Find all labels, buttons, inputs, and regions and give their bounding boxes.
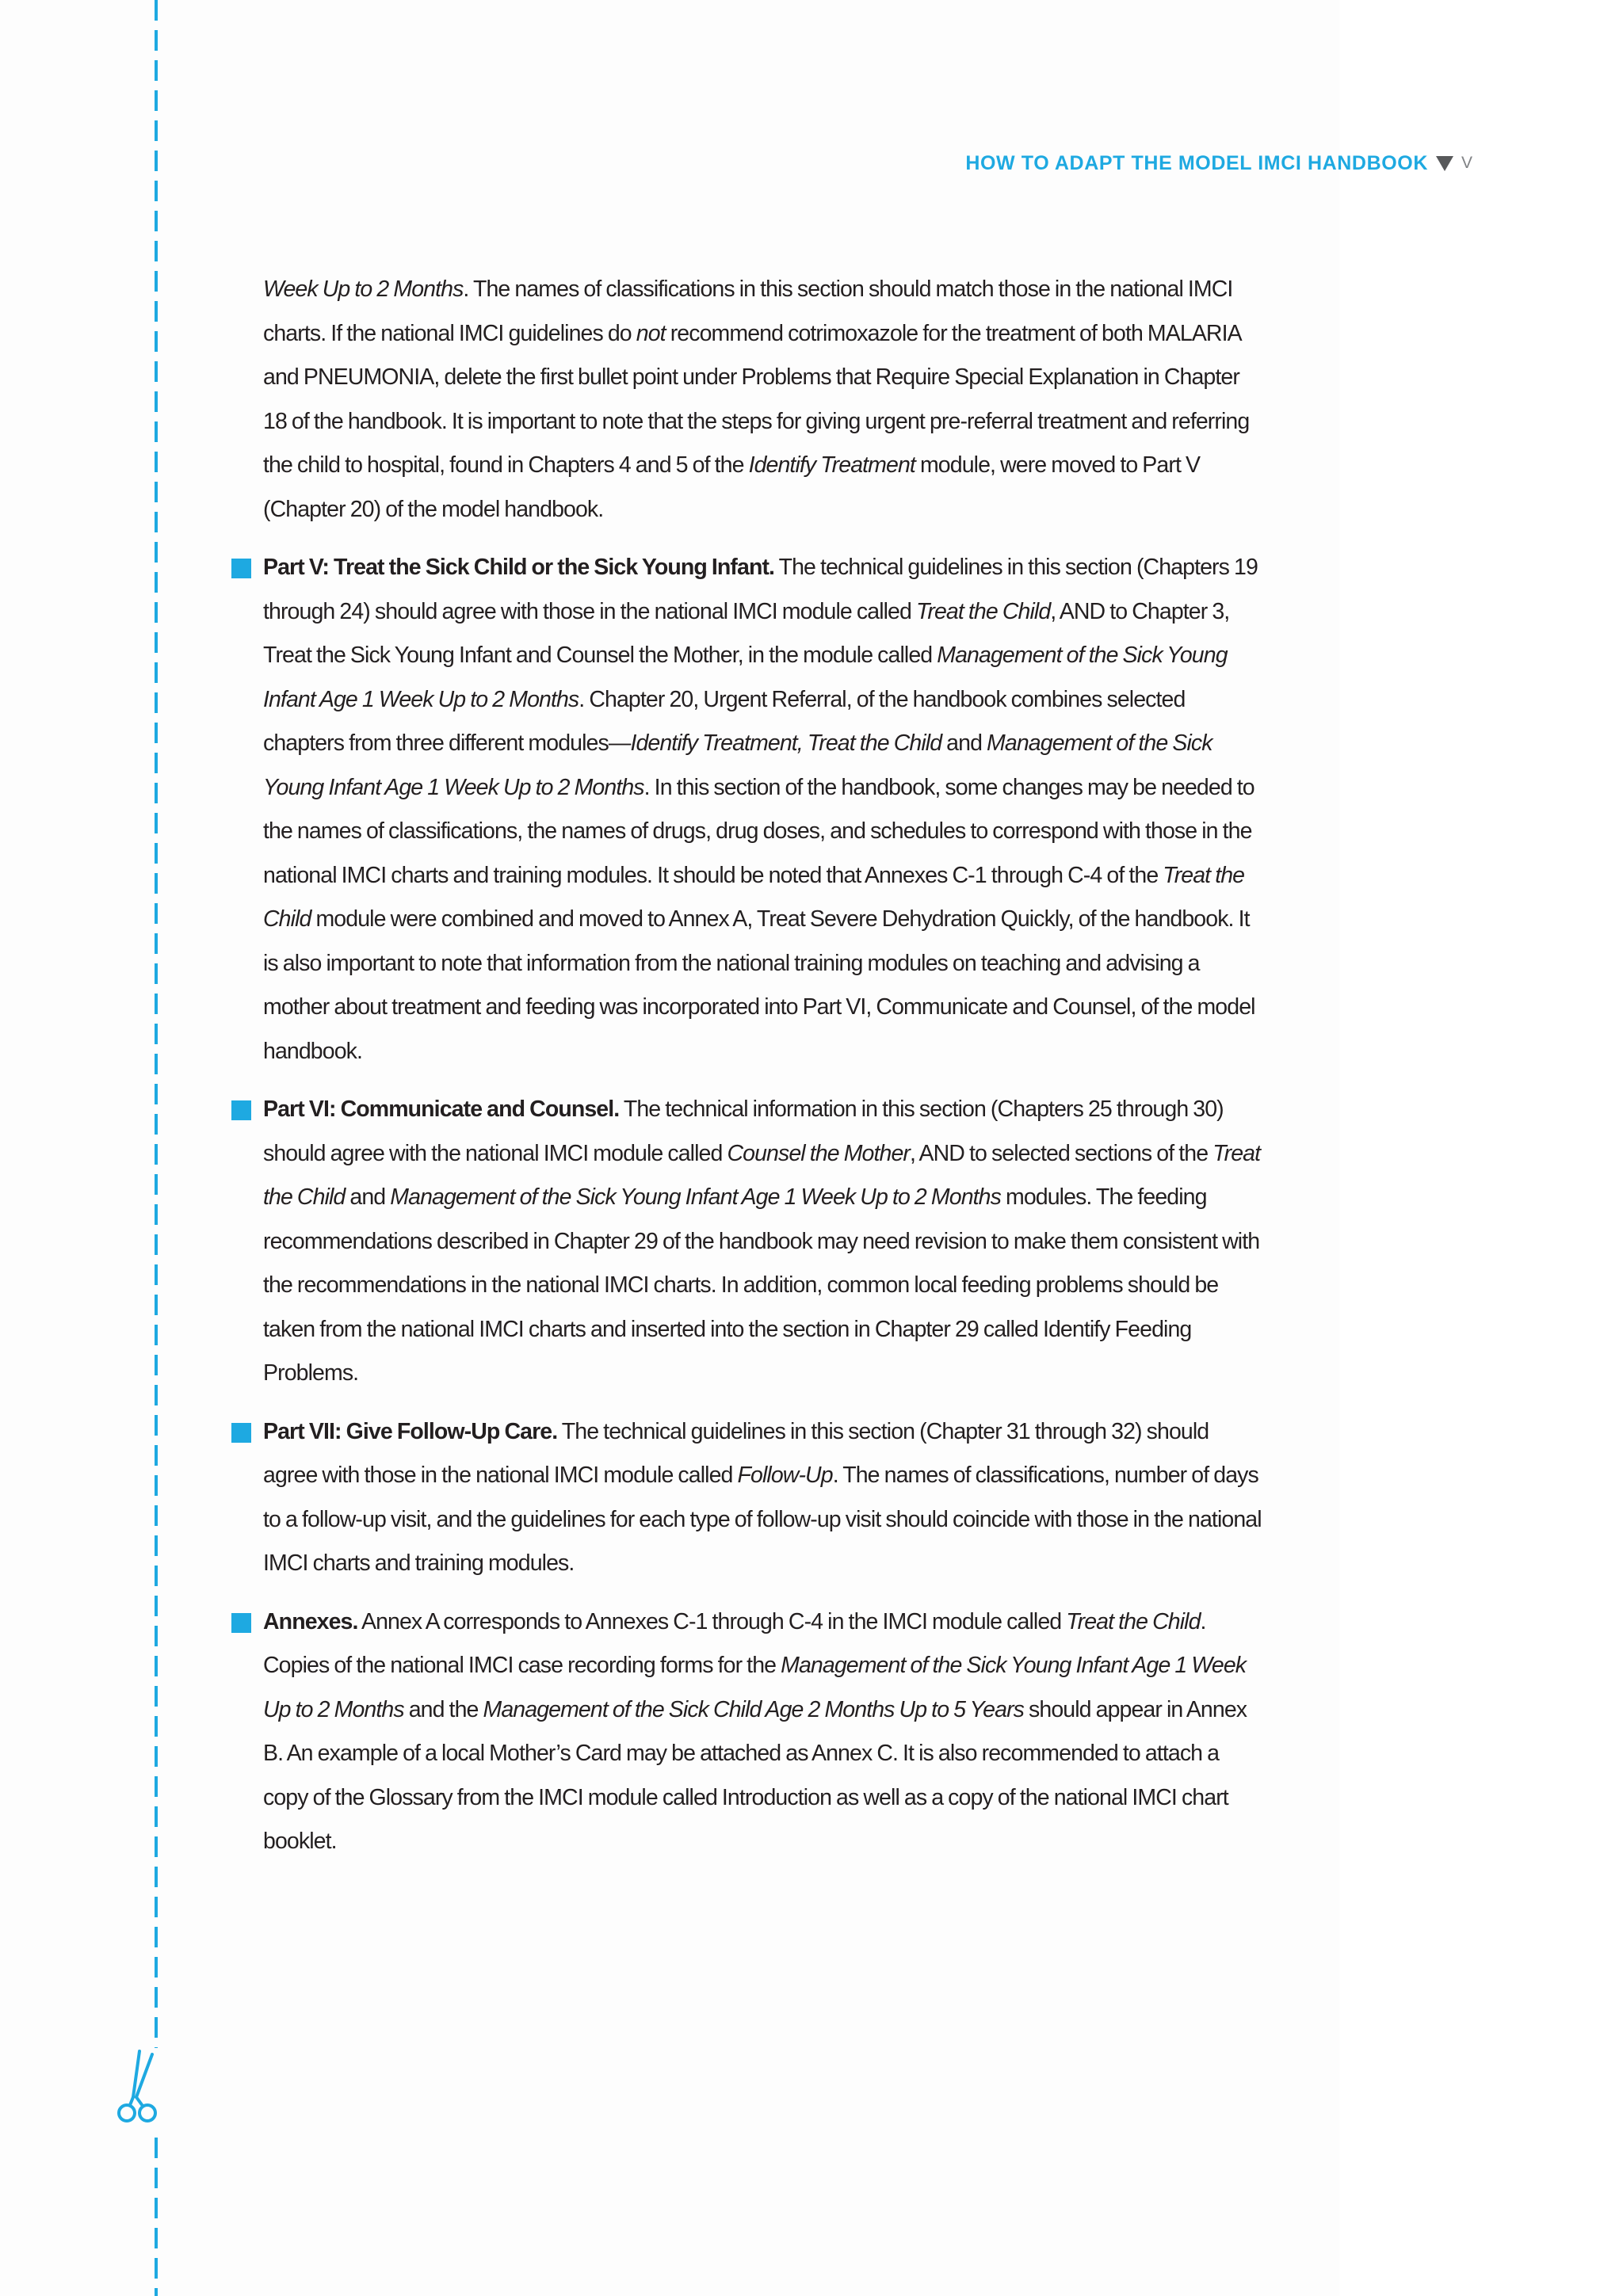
part5-italic: Management of the Sick Young Infant Age 1 Week Up to 2 Months — [263, 643, 1228, 712]
triangle-down-icon — [1436, 156, 1453, 171]
annexes-item — [263, 1600, 1262, 1864]
part6-heading: Part VI: Communicate and Counsel. — [263, 1097, 620, 1122]
running-header — [965, 147, 1472, 179]
page-margin — [1339, 0, 1623, 2296]
part7-text: . The names of classifications, number of days to a follow-up visit, and the guidelines for each type of follow-up visit should coincide with those in the national IMCI charts and training modules. — [263, 1463, 1262, 1576]
part6-italic: Counsel the Mother — [727, 1140, 910, 1166]
part6-italic: Management of the Sick Young Infant Age 1 Week Up to 2 Months — [390, 1184, 1001, 1210]
part6-text: and — [345, 1184, 391, 1210]
intro-italic: Week Up to 2 Months — [263, 277, 464, 302]
part5-heading: Part V: Treat the Sick Child or the Sick Young Infant. — [263, 555, 775, 580]
part7-item — [263, 1410, 1262, 1586]
scissors-icon — [109, 2048, 165, 2135]
part5-italic: Treat the Child — [915, 598, 1051, 624]
bullet-square-icon — [231, 1423, 251, 1443]
intro-italic: Identify Treatment — [748, 452, 915, 478]
part7-heading: Part VII: Give Follow-Up Care. — [263, 1418, 558, 1444]
part5-italic: Management of the Sick Young Infant Age 1 Week Up to 2 Months — [263, 730, 1212, 800]
part5-italic: Treat the Child — [263, 862, 1245, 932]
part5-text: , AND to Chapter 3, Treat the Sick Young Infant and Counsel the Mother, in the module called — [263, 598, 1230, 668]
part5-text: and — [941, 730, 987, 756]
intro-italic: not — [636, 320, 666, 346]
intro-text: recommend cotrimoxazole for the treatment of both MALARIA and PNEUMONIA, delete the first bullet point under Problems that Require Special Explanation in Chapter 18 of the handbook. It is important to note that the steps for giving urgent pre-referral treatment and referring the child to hospital, found in Chapters 4 and 5 of the — [263, 320, 1250, 478]
annexes-text: . Copies of the national IMCI case recording forms for the — [263, 1608, 1206, 1678]
part5-text: The technical guidelines in this section (Chapters 19 through 24) should agree with those in the national IMCI module called — [263, 555, 1258, 624]
part6-item — [263, 1088, 1262, 1396]
part6-text: modules. The feeding recommendations described in Chapter 29 of the handbook may need revision to make them consistent with the recommendations in the national IMCI charts. In addition, common local feeding problems should be taken from the national IMCI charts and inserted into the section in Chapter 29 called Identify Feeding Problems. — [263, 1184, 1260, 1386]
part5-italic: Identify Treatment, Treat the Child — [630, 730, 942, 756]
part5-item — [263, 546, 1262, 1074]
annexes-heading: Annexes. — [263, 1608, 358, 1634]
annexes-italic: Management of the Sick Child Age 2 Months Up to 5 Years — [483, 1696, 1025, 1722]
bullet-square-icon — [231, 1613, 251, 1633]
header-title: HOW TO ADAPT THE MODEL IMCI HANDBOOK — [965, 151, 1428, 174]
bullet-square-icon — [231, 559, 251, 578]
part5-text: . Chapter 20, Urgent Referral, of the handbook combines selected chapters from three different modules— — [263, 686, 1186, 756]
body-text — [263, 268, 1262, 1878]
annexes-italic: Management of the Sick Young Infant Age 1 Week Up to 2 Months — [263, 1653, 1247, 1722]
annexes-text: should appear in Annex B. An example of a local Mother’s Card may be attached as Annex C. It is also recommended to attach a copy of the Glossary from the IMCI module called Introduction as well as a copy of the national IMCI chart booklet. — [263, 1696, 1247, 1854]
annexes-text: and the — [403, 1696, 483, 1722]
page-number: V — [1461, 154, 1472, 172]
part6-text: The technical information in this section (Chapters 25 through 30) should agree with the national IMCI module called — [263, 1097, 1224, 1166]
part7-italic: Follow-Up — [737, 1463, 833, 1488]
intro-text: . The names of classifications in this section should match those in the national IMCI charts. If the national IMCI guidelines do — [263, 277, 1233, 346]
intro-paragraph — [263, 268, 1262, 532]
intro-text: module, were moved to Part V (Chapter 20) of the model handbook. — [263, 452, 1201, 522]
part6-text: , AND to selected sections of the — [910, 1140, 1213, 1166]
part6-italic: Treat the Child — [263, 1140, 1261, 1210]
bullet-square-icon — [231, 1100, 251, 1120]
part5-text: module were combined and moved to Annex A, Treat Severe Dehydration Quickly, of the handbook. It is also important to note that information from the national training modules on teaching and advising a mother about treatment and feeding was incorporated into Part VI, Communicate and Counsel, of the model handbook. — [263, 906, 1255, 1064]
part7-text: The technical guidelines in this section (Chapter 31 through 32) should agree with those in the national IMCI module called — [263, 1418, 1209, 1488]
annexes-italic: Treat the Child — [1066, 1608, 1201, 1634]
annexes-text: Annex A corresponds to Annexes C-1 through C-4 in the IMCI module called — [357, 1608, 1067, 1634]
dashed-cut-line — [155, 0, 158, 2296]
part5-text: . In this section of the handbook, some changes may be needed to the names of classifications, the names of drugs, drug doses, and schedules to correspond with those in the national IMCI charts and training modules. It should be noted that Annexes C-1 through C-4 of the — [263, 774, 1254, 888]
